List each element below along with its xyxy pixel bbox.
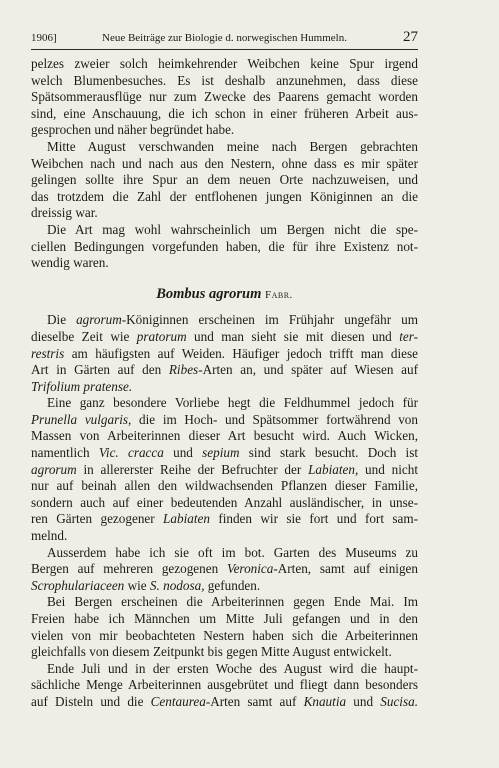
italic-run: Knautia bbox=[303, 693, 347, 709]
text-line: nur auf beinah allen den wildwachsenden Pflanzen dieser Familie, bbox=[31, 478, 418, 494]
italic-run: Vic. cracca bbox=[98, 445, 164, 461]
text-line: Mitte August verschwanden meine nach Bergen gebrachten bbox=[47, 138, 418, 154]
text-line bbox=[31, 346, 418, 363]
text-run: -Königinnen erscheinen im Frühjahr ungefähr um bbox=[121, 312, 419, 328]
text-run: dieselbe Zeit wie bbox=[31, 328, 137, 344]
header-rule bbox=[31, 49, 418, 50]
heading-species: Bombus agrorum bbox=[156, 285, 262, 302]
text-run: und man sieht sie mit diesen und bbox=[186, 328, 400, 344]
text-run: auf Disteln und die bbox=[31, 693, 151, 709]
body-text bbox=[31, 56, 418, 711]
text-line: Weibchen nach und nach aus den Nestern, ohne dass es mir später bbox=[31, 155, 418, 171]
running-header bbox=[31, 31, 418, 47]
text-line bbox=[31, 694, 418, 711]
text-line: das trotzdem die Zahl der entflohenen jungen Königinnen an die bbox=[31, 188, 418, 204]
text-line: wendig waren. bbox=[31, 255, 109, 271]
text-run: wie bbox=[124, 577, 150, 593]
text-run: finden wir sie fort und fort sam- bbox=[209, 511, 418, 527]
text-run: und bbox=[163, 445, 203, 461]
text-line: Massen von Arbeiterinnen dieser Art besucht wird. Auch Wicken, bbox=[31, 428, 418, 444]
text-line: pelzes zweier solch heimkehrender Weibchen keine Spur irgend bbox=[31, 56, 418, 71]
header-year: 1906] bbox=[31, 32, 57, 44]
italic-run: Prunella vulgaris, bbox=[31, 411, 132, 427]
italic-run: Labiaten bbox=[163, 511, 210, 527]
text-line bbox=[31, 561, 418, 578]
text-line: Die Art mag wohl wahrscheinlich um Bergen nicht die spe- bbox=[47, 221, 418, 237]
text-line bbox=[31, 362, 418, 379]
text-line bbox=[31, 312, 418, 329]
italic-run: agrorum bbox=[31, 461, 77, 477]
text-line: Bei Bergen erscheinen die Arbeiterinnen gegen Ende Mai. Im bbox=[47, 594, 418, 610]
italic-run: Scrophulariaceen bbox=[31, 577, 125, 593]
text-line: Ende Juli und in der ersten Woche des August wird die haupt- bbox=[47, 660, 418, 676]
italic-run: Trifolium pratense. bbox=[31, 378, 133, 394]
text-line: sind, eine Anschauung, die ich schon in einer früheren Arbeit aus- bbox=[31, 105, 418, 121]
italic-run: Ribes bbox=[168, 362, 199, 378]
text-line: sächliche Menge Arbeiterinnen ausgebrütet und fliegt dann besonders bbox=[31, 677, 418, 693]
text-run: Die bbox=[47, 312, 77, 328]
italic-run: sepium bbox=[202, 445, 240, 461]
text-line: sondern auch auf einer bedeutenden Anzahl ausländischer, in unse- bbox=[31, 494, 418, 510]
text-line bbox=[31, 511, 418, 528]
text-line bbox=[31, 379, 418, 396]
text-run: und nicht bbox=[358, 461, 418, 477]
text-run: Art in Gärten auf den bbox=[31, 362, 169, 378]
text-line: dreissig war. bbox=[31, 205, 98, 221]
text-line: ciellen Bedingungen vorgefunden haben, die für ihre Existenz not- bbox=[31, 238, 418, 254]
text-run: am häufigsten auf Weiden. Häufiger jedoch trifft man diese bbox=[64, 345, 418, 361]
text-line: welch Blumenbesuches. Es ist deshalb anzunehmen, dass diese bbox=[31, 72, 418, 88]
text-line bbox=[31, 445, 418, 462]
text-run: sind stark besucht. Doch ist bbox=[239, 445, 418, 461]
page-number: 27 bbox=[403, 29, 418, 45]
italic-run: Labiaten, bbox=[308, 461, 359, 477]
italic-run: Sucisa. bbox=[380, 693, 418, 709]
text-run: gefunden. bbox=[204, 577, 261, 593]
text-line bbox=[31, 578, 418, 595]
italic-run: Centaurea bbox=[150, 693, 206, 709]
text-run: -Arten an, und später auf Wiesen auf bbox=[198, 362, 418, 378]
text-line: melnd. bbox=[31, 528, 68, 544]
text-run: Bergen auf mehreren gezogenen bbox=[31, 561, 227, 577]
text-line: Freien habe ich Männchen um Mitte Juli gefangen und in den bbox=[31, 611, 418, 626]
text-line: Spätsommerausflüge nur zum Zwecke des Paarens gemacht worden bbox=[31, 89, 418, 105]
text-line: gesprochen und näher begründet habe. bbox=[31, 122, 235, 138]
italic-run: Veronica bbox=[226, 561, 274, 577]
italic-run: pratorum bbox=[136, 328, 187, 344]
text-run: die im Hoch- und Spätsommer fortwährend von bbox=[131, 411, 418, 427]
text-line: Eine ganz besondere Vorliebe hegt die Feldhummel jedoch für bbox=[47, 395, 418, 411]
heading-author: Fabr. bbox=[264, 288, 293, 301]
section-heading bbox=[31, 286, 418, 304]
running-title: Neue Beiträge zur Biologie d. norwegischen Hummeln. bbox=[102, 32, 347, 44]
text-line: gleichfalls von diesem Zeitpunkt bis gegen Mitte August entwickelt. bbox=[31, 644, 392, 660]
text-line bbox=[31, 462, 418, 479]
text-line: gelingen sollte ihre Spur an dem neuen Orte nachzuweisen, und bbox=[31, 172, 418, 188]
text-run: -Arten, samt auf einigen bbox=[273, 561, 418, 577]
italic-run: agrorum bbox=[76, 312, 122, 328]
text-line: vielen von mir beobachteten Nestern haben sich die Arbeiterinnen bbox=[31, 627, 418, 643]
text-run: in allererster Reihe der Befruchter der bbox=[76, 461, 309, 477]
text-line: Ausserdem habe ich sie oft im bot. Garten des Museums zu bbox=[47, 544, 418, 560]
text-run: namentlich bbox=[31, 445, 99, 461]
text-run: und bbox=[346, 693, 381, 709]
text-line bbox=[31, 412, 418, 429]
text-run: ren Gärten gezogener bbox=[31, 511, 164, 527]
text-run: -Arten samt auf bbox=[205, 693, 304, 709]
italic-run: restris bbox=[31, 345, 65, 361]
italic-run: S. nodosa, bbox=[149, 577, 205, 593]
text-line bbox=[31, 329, 418, 346]
italic-run: ter- bbox=[399, 328, 418, 344]
